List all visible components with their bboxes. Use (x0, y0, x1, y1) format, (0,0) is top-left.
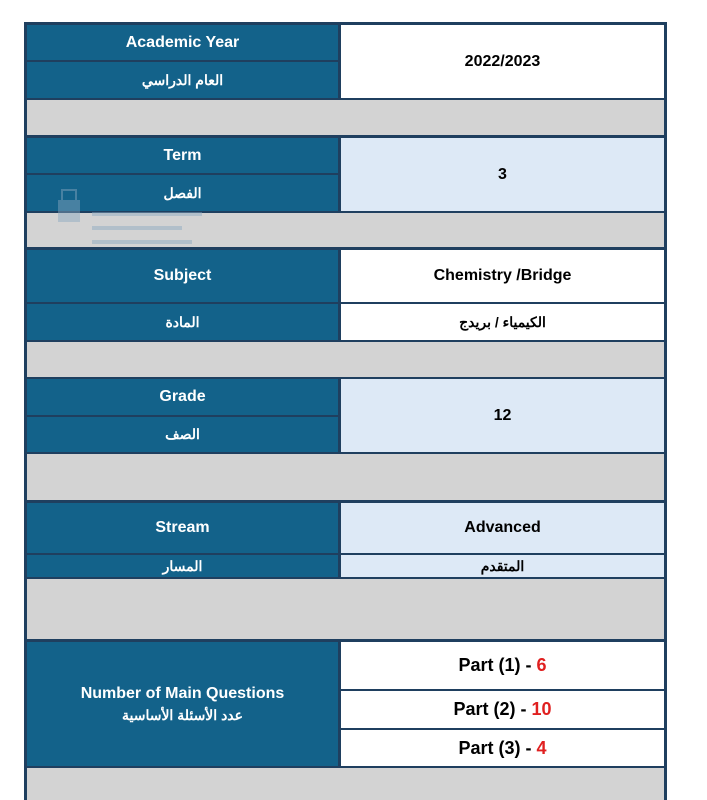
subject-value-ar: الكيمياء / بريدج (341, 304, 664, 340)
academic-year-label-ar: العام الدراسي (27, 62, 338, 98)
spacer-row (27, 342, 664, 377)
watermark-logo (52, 182, 212, 252)
part-1-row (341, 642, 664, 689)
spacer-row (27, 454, 664, 500)
term-label: Term (27, 138, 338, 173)
part-3-count: 4 (536, 737, 547, 758)
grade-label: Grade (27, 379, 338, 415)
stream-value-ar: المتقدم (341, 555, 664, 577)
stream-value: Advanced (341, 503, 664, 553)
part-2-row (341, 691, 664, 728)
part-1-count: 6 (536, 655, 547, 675)
exam-info-table (24, 22, 667, 800)
main-questions-label (27, 642, 338, 766)
grade-label-ar: الصف (27, 417, 338, 452)
main-questions-label-en: Number of Main Questions (80, 684, 285, 702)
grade-value: 12 (341, 379, 664, 452)
subject-label: Subject (27, 250, 338, 302)
main-questions-label-ar: عدد الأسئلة الأساسية (121, 706, 244, 723)
term-label-ar: الفصل (27, 175, 338, 211)
spacer-row (27, 768, 664, 800)
stream-label: Stream (27, 503, 338, 553)
part-1-label: Part (1) - (458, 655, 537, 675)
part-3-label: Part (3) - (458, 737, 537, 758)
subject-label-ar: المادة (27, 304, 338, 340)
stream-label-ar: المسار (27, 555, 338, 577)
spacer-row (27, 100, 664, 135)
part-3-row (341, 730, 664, 766)
academic-year-value: 2022/2023 (341, 25, 664, 98)
academic-year-label: Academic Year (27, 25, 338, 60)
term-value: 3 (341, 138, 664, 211)
spacer-row (27, 579, 664, 639)
subject-value: Chemistry /Bridge (341, 250, 664, 302)
part-2-label: Part (2) - (453, 699, 532, 719)
part-2-count: 10 (531, 699, 552, 719)
